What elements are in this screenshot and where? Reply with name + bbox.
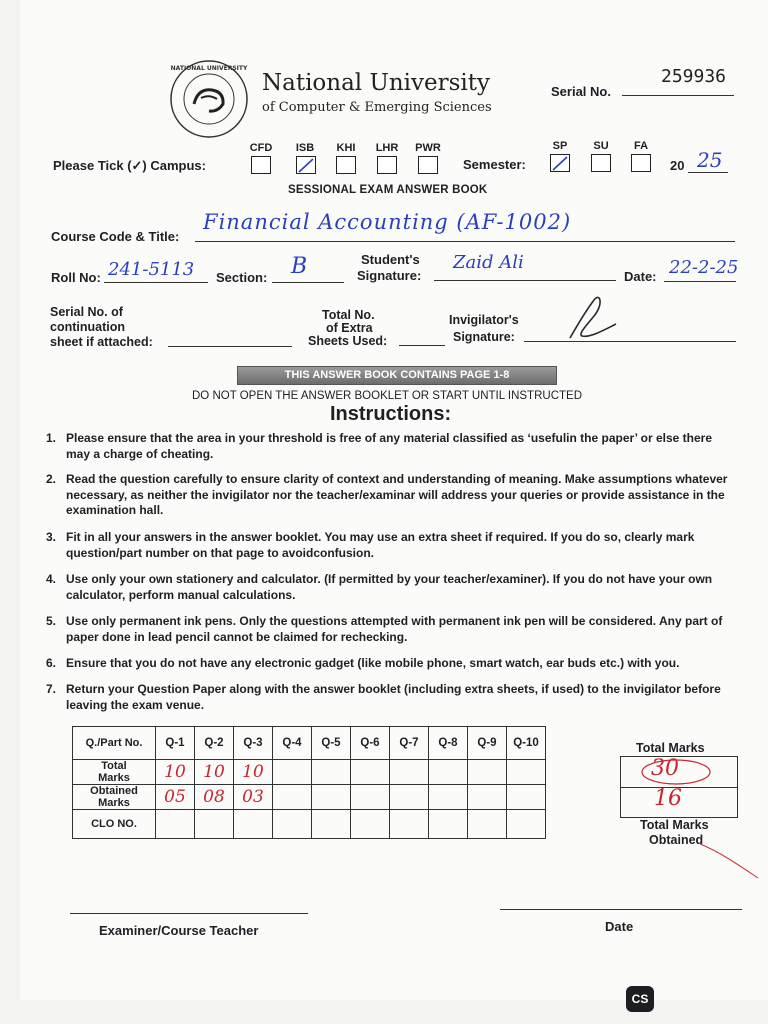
campus-option-isb: ISB <box>295 142 315 154</box>
table-row <box>73 760 546 785</box>
column-header: Q-8 <box>429 727 468 760</box>
date-label: Date: <box>624 269 657 284</box>
university-name: National University <box>262 70 491 96</box>
table-cell <box>195 810 234 839</box>
instruction-item-5: 5. Use only permanent ink pens. Only the questions attempted with permanent ink pen will be considered. Any part of paper done in lead pencil cannot be claimed for rechecking. <box>46 614 723 644</box>
column-header: Q-1 <box>156 727 195 760</box>
invigilator-label-2: Signature: <box>453 330 515 344</box>
date-sign-line <box>500 909 742 910</box>
book-title: SESSIONAL EXAM ANSWER BOOK <box>288 184 488 196</box>
university-seal <box>168 58 250 140</box>
table-cell <box>351 810 390 839</box>
table-cell <box>273 760 312 785</box>
roll-value: 241-5113 <box>108 259 195 280</box>
instruction-item-7: 7. Return your Question Paper along with the answer booklet (including extra sheets, if used) to the invigilator before leaving the exam venue. <box>46 682 721 712</box>
campus-checkbox-isb[interactable] <box>296 156 316 174</box>
roll-line <box>104 282 208 283</box>
semester-option-su: SU <box>593 140 609 152</box>
table-cell <box>507 760 546 785</box>
total-extra-label-3: Sheets Used: <box>308 334 388 348</box>
serial-cont-label-3: sheet if attached: <box>50 335 153 349</box>
table-cell <box>351 785 390 810</box>
table-cell <box>468 810 507 839</box>
table-header-row <box>73 727 546 760</box>
examiner-line <box>70 913 308 914</box>
table-cell <box>429 760 468 785</box>
instructions-title: Instructions: <box>330 403 452 425</box>
column-header: Q-5 <box>312 727 351 760</box>
serial-cont-label-1: Serial No. of <box>50 305 123 319</box>
year-suffix: 25 <box>697 148 723 172</box>
row-label: Obtained Marks <box>73 785 156 810</box>
column-header: Q-7 <box>390 727 429 760</box>
serial-cont-line <box>168 346 292 347</box>
campus-option-pwr: PWR <box>415 142 441 154</box>
semester-checkbox-fa[interactable] <box>631 154 651 172</box>
row-label: CLO NO. <box>73 810 156 839</box>
page-count-banner <box>237 366 557 385</box>
campus-option-lhr: LHR <box>375 142 399 154</box>
section-label: Section: <box>216 270 268 285</box>
table-cell <box>273 785 312 810</box>
invigilator-label-1: Invigilator's <box>449 313 519 327</box>
instruction-item-2: 2. Read the question carefully to ensure clarity of context and understanding of meaning. Make assumptions whatever necessary, as neither the invigilator nor the teacher/examinar will address your queries or provide assistance in the examination hall. <box>46 472 728 517</box>
university-subtitle: of Computer & Emerging Sciences <box>262 100 492 115</box>
invigilator-signature-scribble <box>560 294 620 347</box>
signature-label-1: Student's <box>361 252 420 267</box>
table-cell <box>312 760 351 785</box>
obtained-total-value: 16 <box>654 786 682 811</box>
course-label: Course Code & Title: <box>51 229 180 244</box>
instruction-item-1: 1. Please ensure that the area in your threshold is free of any material classified as ‘usefulin the paper’ or else there may a charge of cheating. <box>46 431 713 461</box>
table-cell <box>507 810 546 839</box>
table-cell: 05 <box>156 785 195 810</box>
year-prefix: 20 <box>670 158 685 173</box>
footer-date-label: Date <box>605 919 634 934</box>
section-value: B <box>291 254 308 279</box>
campus-checkbox-pwr[interactable] <box>418 156 438 174</box>
obtained-label-1: Total Marks <box>640 818 709 832</box>
camscanner-badge: CS <box>626 986 654 1012</box>
signature-label-2: Signature: <box>357 268 422 283</box>
table-cell <box>312 785 351 810</box>
semester-label: Semester: <box>463 157 526 172</box>
date-line <box>664 281 736 282</box>
campus-label: Please Tick (✓) Campus: <box>53 158 206 173</box>
do-not-open-notice: DO NOT OPEN THE ANSWER BOOKLET OR START UNTIL INSTRUCTED <box>192 390 582 402</box>
campus-option-cfd: CFD <box>249 142 273 154</box>
course-line <box>195 241 735 242</box>
total-marks-label: Total Marks <box>636 741 705 755</box>
campus-checkbox-cfd[interactable] <box>251 156 271 174</box>
obtained-label-2: Obtained <box>649 833 704 847</box>
table-cell <box>468 785 507 810</box>
table-cell <box>234 810 273 839</box>
semester-checkbox-su[interactable] <box>591 154 611 172</box>
serial-line <box>622 95 734 96</box>
page-count-banner-text: THIS ANSWER BOOK CONTAINS PAGE 1-8 <box>284 369 510 381</box>
table-cell <box>507 785 546 810</box>
table-cell: 08 <box>195 785 234 810</box>
semester-option-sp: SP <box>552 140 568 152</box>
campus-checkbox-lhr[interactable] <box>377 156 397 174</box>
instruction-item-4: 4. Use only your own stationery and calculator. (If permitted by your teacher/examiner). If you do not have your own calculator, perform manual calculations. <box>46 572 713 602</box>
red-pen-stroke <box>700 840 760 885</box>
column-header: Q-10 <box>507 727 546 760</box>
table-row <box>73 810 546 839</box>
tick-mark-icon <box>551 155 569 171</box>
roll-label: Roll No: <box>51 270 101 285</box>
column-header: Q-9 <box>468 727 507 760</box>
serial-cont-label-2: continuation <box>50 320 125 334</box>
date-value: 22-2-25 <box>669 257 739 278</box>
semester-option-fa: FA <box>633 140 649 152</box>
table-cell: 03 <box>234 785 273 810</box>
table-cell: 10 <box>195 760 234 785</box>
course-value: Financial Accounting (AF-1002) <box>203 210 572 234</box>
column-header: Q-3 <box>234 727 273 760</box>
marks-table <box>72 726 546 839</box>
table-cell <box>156 810 195 839</box>
column-header: Q-6 <box>351 727 390 760</box>
instruction-item-6: 6. Ensure that you do not have any electronic gadget (like mobile phone, smart watch, ear buds etc.) with you. <box>46 656 680 670</box>
table-cell: 10 <box>156 760 195 785</box>
campus-option-khi: KHI <box>336 142 356 154</box>
section-line <box>272 282 344 283</box>
campus-checkbox-khi[interactable] <box>336 156 356 174</box>
semester-checkbox-sp[interactable] <box>550 154 570 172</box>
total-extra-line <box>399 345 445 346</box>
signature-line <box>434 280 616 281</box>
table-row <box>73 785 546 810</box>
table-corner: Q./Part No. <box>73 727 156 760</box>
table-cell <box>390 760 429 785</box>
year-line <box>688 172 728 173</box>
examiner-label: Examiner/Course Teacher <box>99 923 259 938</box>
instruction-item-3: 3. Fit in all your answers in the answer booklet. You may use an extra sheet if required. If you do so, clearly mark question/part number on that page to avoidconfusion. <box>46 530 695 560</box>
serial-label: Serial No. <box>551 84 611 99</box>
total-marks-value: 30 <box>651 756 679 781</box>
column-header: Q-2 <box>195 727 234 760</box>
table-cell <box>273 810 312 839</box>
signature-value: Zaid Ali <box>453 252 524 273</box>
table-cell <box>312 810 351 839</box>
invigilator-line <box>524 341 736 342</box>
table-cell <box>390 785 429 810</box>
table-cell <box>351 760 390 785</box>
svg-text:NATIONAL UNIVERSITY: NATIONAL UNIVERSITY <box>170 65 248 72</box>
row-label: Total Marks <box>73 760 156 785</box>
total-extra-label-2: of Extra <box>326 321 373 335</box>
table-cell: 10 <box>234 760 273 785</box>
column-header: Q-4 <box>273 727 312 760</box>
table-cell <box>429 810 468 839</box>
table-cell <box>429 785 468 810</box>
table-cell <box>468 760 507 785</box>
tick-mark-icon <box>297 157 315 173</box>
total-extra-label-1: Total No. <box>322 308 375 322</box>
serial-value: 259936 <box>661 66 727 87</box>
table-cell <box>390 810 429 839</box>
